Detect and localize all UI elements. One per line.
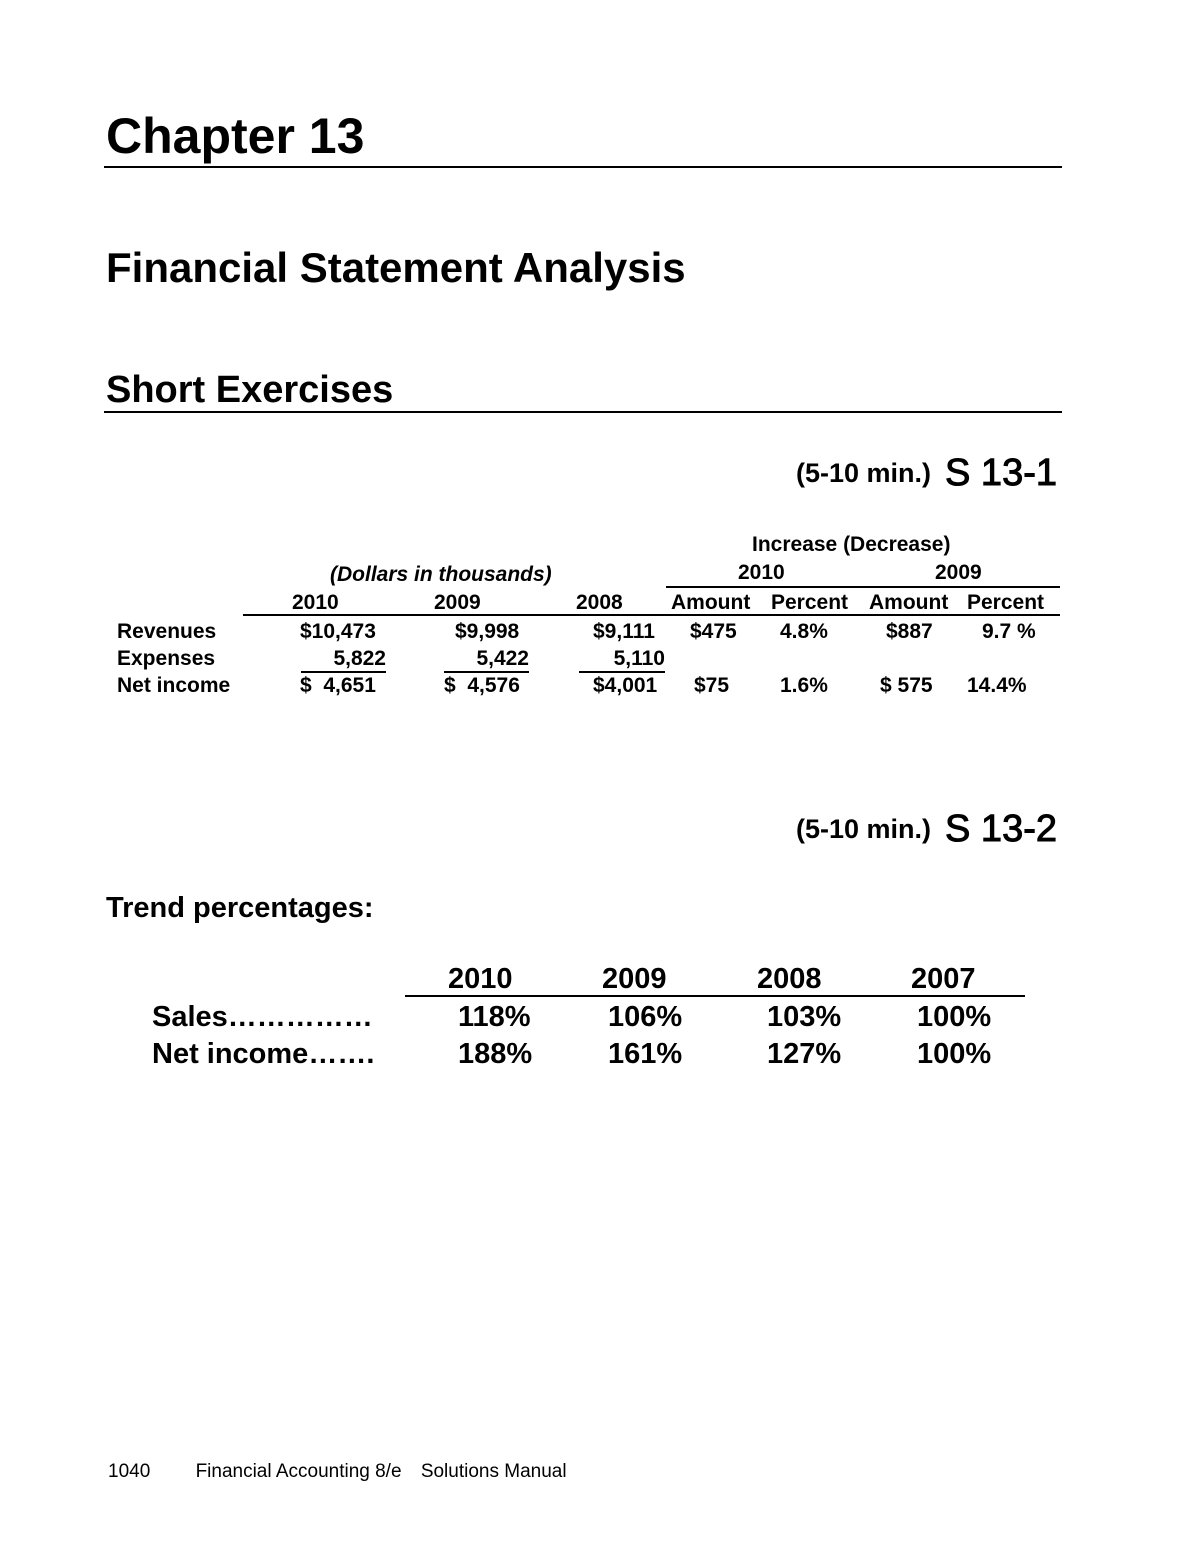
row-label-expenses: Expenses: [117, 647, 216, 670]
section-rule: [104, 411, 1062, 413]
row-label-revenues: Revenues: [117, 620, 217, 643]
net-income-change-amount-2009: $ 575: [880, 674, 933, 697]
revenues-change-amount-2009: $887: [886, 620, 933, 643]
revenues-change-percent-2010: 4.8%: [780, 620, 828, 643]
exercise-1-time: (5-10 min.): [796, 458, 932, 488]
row-label-net-income: Net income: [117, 674, 231, 697]
expenses-2010: 5,822: [301, 647, 386, 673]
sales-2007: 100%: [917, 1001, 992, 1033]
sales-2009: 106%: [608, 1001, 683, 1033]
year-header-2009: 2009: [434, 591, 481, 614]
sales-2010: 118%: [458, 1001, 531, 1033]
increase-decrease-header: Increase (Decrease): [752, 533, 951, 556]
sub-header-amount-2009: Amount: [869, 591, 949, 614]
net-income-change-amount-2010: $75: [694, 674, 730, 697]
trend-header-rule: [405, 995, 1025, 997]
page-title: Financial Statement Analysis: [106, 244, 686, 291]
trend-row-label-sales: Sales……………: [152, 1001, 373, 1033]
revenues-2009: $9,998: [455, 620, 520, 643]
net-income-trend-2009: 161%: [608, 1038, 683, 1070]
net-income-2010: $ 4,651: [300, 674, 376, 697]
trend-year-2010: 2010: [448, 963, 513, 995]
net-income-trend-2010: 188%: [458, 1038, 533, 1070]
chapter-heading: Chapter 13: [106, 108, 365, 164]
page-footer: [108, 1460, 607, 1484]
sub-header-amount-2010: Amount: [671, 591, 751, 614]
trend-percentages-label: Trend percentages:: [106, 892, 374, 924]
chapter-rule: [104, 166, 1062, 168]
revenues-2010: $10,473: [300, 620, 376, 643]
exercise-2-header: [796, 808, 1057, 851]
trend-row-label-net-income: Net income…….: [152, 1038, 375, 1070]
increase-rule: [666, 586, 1060, 588]
revenues-change-percent-2009: 9.7 %: [982, 620, 1036, 643]
book-title: Financial Accounting 8/e: [195, 1461, 402, 1482]
expenses-2009: 5,422: [444, 647, 529, 673]
revenues-change-amount-2010: $475: [690, 620, 737, 643]
exercise-1-code: S 13-1: [945, 452, 1057, 494]
dollars-note: (Dollars in thousands): [330, 563, 552, 586]
expenses-2008: 5,110: [579, 647, 665, 673]
revenues-2008: $9,111: [593, 620, 655, 643]
exercise-2-code: S 13-2: [945, 808, 1057, 850]
net-income-2009: $ 4,576: [444, 674, 520, 697]
net-income-change-percent-2009: 14.4%: [967, 674, 1027, 697]
page-number: 1040: [108, 1461, 151, 1482]
exercise-1-header: [796, 452, 1057, 495]
net-income-trend-2008: 127%: [767, 1038, 842, 1070]
trend-year-2007: 2007: [911, 963, 976, 995]
trend-year-2009: 2009: [602, 963, 667, 995]
header-rule: [243, 614, 1060, 616]
section-heading: Short Exercises: [106, 369, 394, 411]
increase-year-2009: 2009: [935, 561, 982, 584]
manual-title: Solutions Manual: [420, 1461, 567, 1482]
sub-header-percent-2009: Percent: [967, 591, 1045, 614]
trend-year-2008: 2008: [757, 963, 822, 995]
year-header-2010: 2010: [292, 591, 339, 614]
increase-year-2010: 2010: [738, 561, 785, 584]
net-income-2008: $4,001: [593, 674, 658, 697]
sub-header-percent-2010: Percent: [771, 591, 849, 614]
exercise-2-time: (5-10 min.): [796, 814, 932, 844]
year-header-2008: 2008: [576, 591, 623, 614]
net-income-change-percent-2010: 1.6%: [780, 674, 828, 697]
net-income-trend-2007: 100%: [917, 1038, 992, 1070]
sales-2008: 103%: [767, 1001, 842, 1033]
